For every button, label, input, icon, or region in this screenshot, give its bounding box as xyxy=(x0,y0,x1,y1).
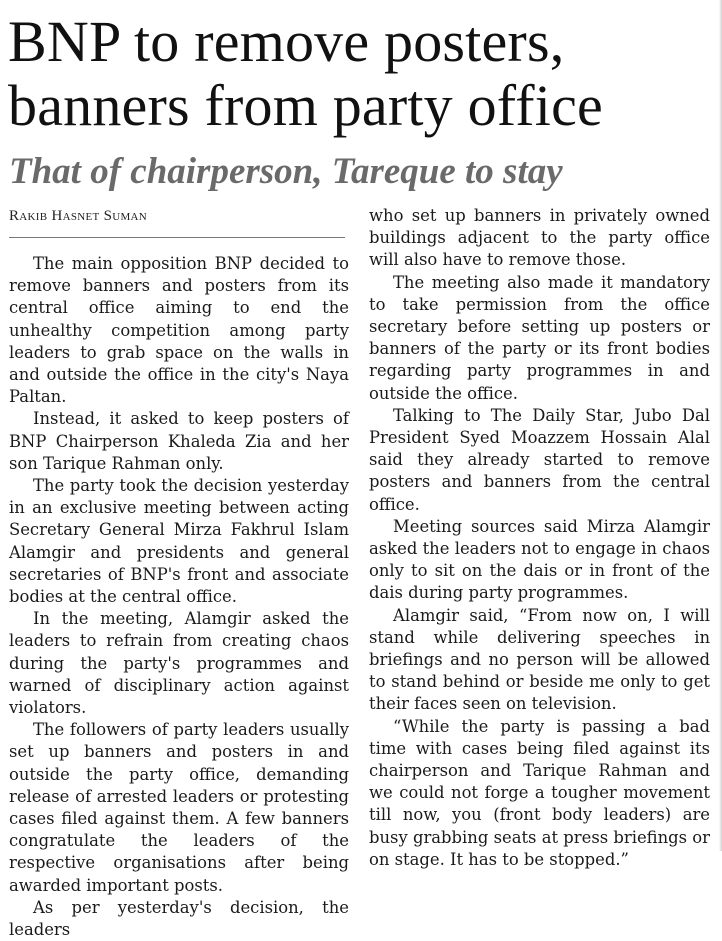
paragraph: Instead, it asked to keep posters of BNP Chairperson Khaleda Zia and her son Tarique Rahman only. xyxy=(9,409,349,473)
headline: BNP to remove posters, banners from party office xyxy=(8,9,603,138)
article-column-right xyxy=(369,205,710,871)
paragraph: Talking to The Daily Star, Jubo Dal President Syed Moazzem Hossain Alal said they already started to remove posters and banners from the central office. xyxy=(369,405,710,514)
paragraph: The main opposition BNP decided to remove banners and posters from its central office aiming to end the unhealthy competition among party leaders to grab space on the walls in and outside the office in the city's Naya Paltan. xyxy=(9,254,349,407)
byline: Rakib Hasnet Suman xyxy=(9,208,148,224)
paragraph: The party took the decision yesterday in an exclusive meeting between acting Secretary General Mirza Fakhrul Islam Alamgir and presidents and general secretaries of BNP's front and associate bodies at the central office. xyxy=(9,476,349,607)
paragraph: The followers of party leaders usually set up banners and posters in and outside the party office, demanding release of arrested leaders or protesting cases filed against them. A few banners congratulate the leaders of the respective organisations after being awarded important posts. xyxy=(9,720,349,895)
article-column-left xyxy=(9,253,349,941)
paragraph: The meeting also made it mandatory to take permission from the office secretary before setting up posters or banners of the party or its front bodies regarding party programmes in and outside the office. xyxy=(369,272,710,403)
byline-divider xyxy=(9,237,345,238)
paragraph: In the meeting, Alamgir asked the leaders to refrain from creating chaos during the party's programmes and warned of disciplinary action against violators. xyxy=(9,609,349,718)
paragraph: Alamgir said, “From now on, I will stand while delivering speeches in briefings and no person will be allowed to stand behind or beside me only to get their faces seen on television. xyxy=(369,605,710,714)
paragraph: As per yesterday's decision, the leaders xyxy=(9,897,349,940)
subheadline: That of chairperson, Tareque to stay xyxy=(9,151,563,192)
paragraph-continued: who set up banners in privately owned buildings adjacent to the party office will also have to remove those. xyxy=(369,206,710,270)
paragraph: “While the party is passing a bad time with cases being filed against its chairperson and Tarique Rahman and we could not forge a tougher movement till now, you (front body leaders) are busy grabbing seats at press briefings or on stage. It has to be stopped.” xyxy=(369,716,710,869)
paragraph: Meeting sources said Mirza Alamgir asked the leaders not to engage in chaos only to sit on the dais or in front of the dais during party programmes. xyxy=(369,516,710,603)
